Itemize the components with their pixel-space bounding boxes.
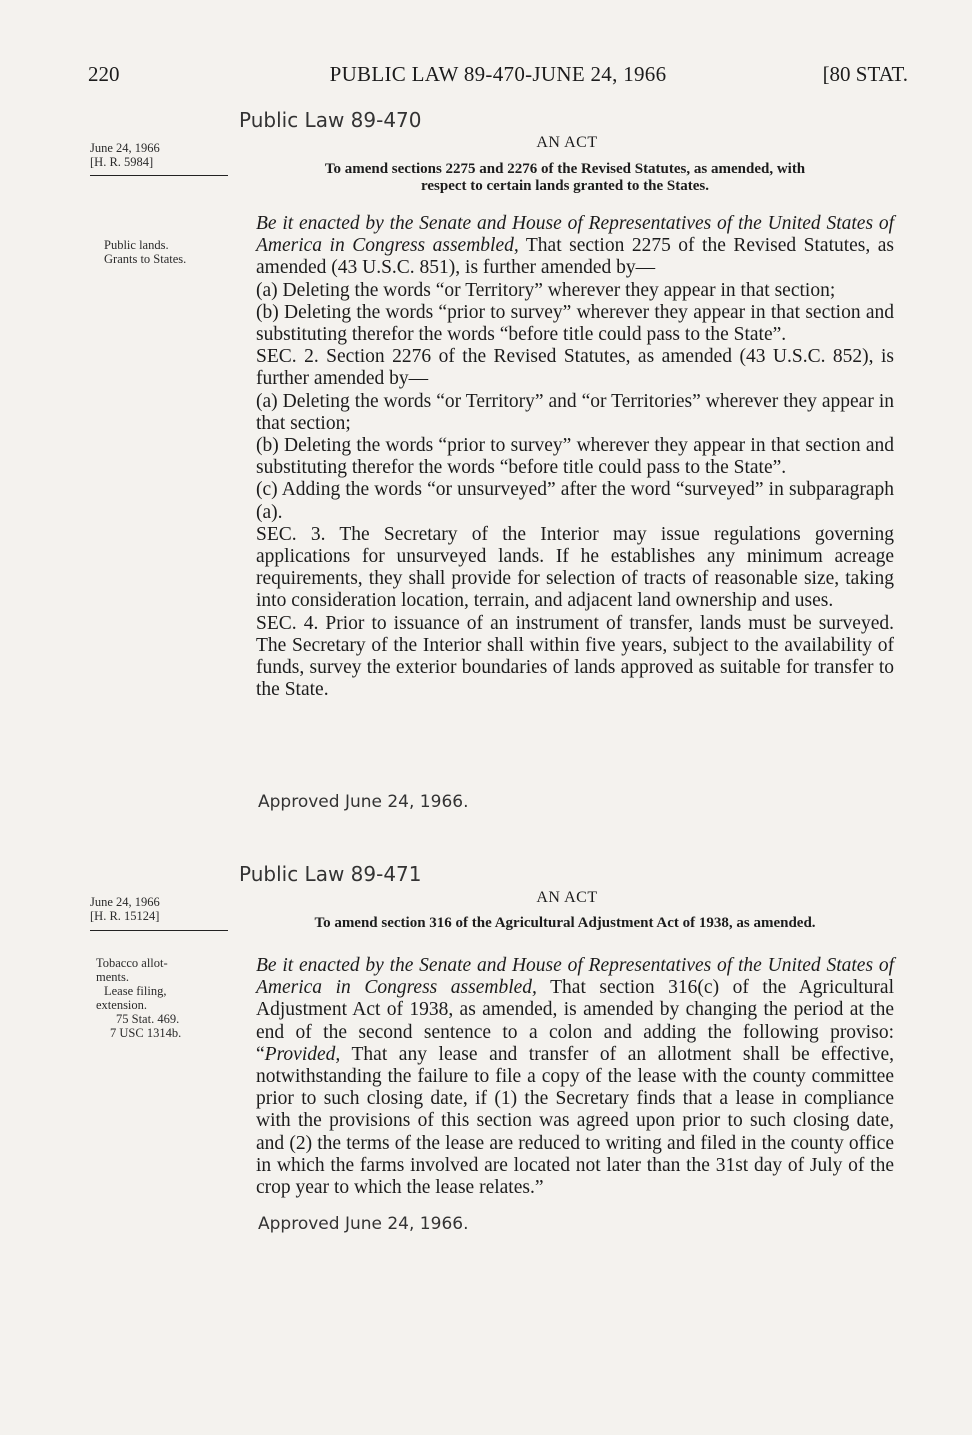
section-1-a: (a) Deleting the words “or Territory” wherever they appear in that section; [256,279,836,301]
enacting-clause-italic: Be it enacted by the Senate and House of Representatives of the United States of America in Congress assembled, [256,955,894,999]
title-line: To amend section 316 of the Agricultural Adjustment Act of 1938, as amended. [314,915,816,931]
margin-bill-number: [H. R. 5984] [90,155,154,169]
statute-reference: [80 STAT. [822,62,908,86]
section-2-c: (c) Adding the words “or unsurveyed” after the word “surveyed” in subparagraph (a). [256,479,894,523]
section-2: SEC. 2. Section 2276 of the Revised Statutes, as amended (43 U.S.C. 852), is further amended by— [256,346,894,390]
enacting-clause-text: That section 2275 of the Revised Statutes, as amended (43 U.S.C. 851), is further amended by— [256,235,894,279]
margin-note: extension. [96,998,148,1012]
law-heading-89-471: Public Law 89-471 [239,862,422,886]
margin-note: 75 Stat. 469. [116,1012,180,1026]
an-act-label: AN ACT [536,889,598,906]
enacting-clause [256,955,894,1199]
act-title-89-471 [230,915,900,932]
approval-date-89-471: Approved June 24, 1966. [258,1214,469,1234]
margin-date-89-471 [90,895,230,923]
title-line: respect to certain lands granted to the States. [420,178,709,194]
margin-date-89-470 [90,141,230,169]
section-3: SEC. 3. The Secretary of the Interior may issue regulations governing applications for unsurveyed lands. If he establishes any minimum acreage requirements, they shall provide for selection of tracts of reasonable size, taking into consideration location, terrain, and adjacent land ownership and uses. [256,523,894,612]
approval-date-89-470: Approved June 24, 1966. [258,792,469,812]
margin-notes-89-470 [104,238,244,266]
section-4: SEC. 4. Prior to issuance of an instrument of transfer, lands must be surveyed. The Secretary of the Interior shall within five years, subject to the availability of funds, survey the exterior boundaries of lands approved as suitable for transfer to the State. [256,612,894,701]
law-body-89-471 [256,955,894,1199]
proviso-text: That any lease and transfer of an allotment shall be effective, notwithstanding the failure to file a copy of the lease with the county committee prior to such closing date, if (1) the Secretary finds that a lease in compliance with the provisions of this section was agreed upon prior to such closing date, and (2) the terms of the lease are reduced to writing and filed in the county office in which the farms involved are located not later than the 31st day of July of the crop year to which the lease relates.” [256,1043,894,1199]
section-2-b: (b) Deleting the words “prior to survey” wherever they appear in that section and substituting therefor the words “before title could pass to the State”. [256,435,894,479]
an-act-label: AN ACT [536,134,598,151]
proviso-italic: Provided, [264,1043,341,1065]
section-2-a: (a) Deleting the words “or Territory” and “or Territories” wherever they appear in that section; [256,390,894,434]
act-title-89-470 [230,161,900,195]
title-line: To amend sections 2275 and 2276 of the Revised Statutes, as amended, with [324,161,806,177]
law-heading-89-470: Public Law 89-470 [239,108,422,132]
margin-note: Public lands. [104,238,169,252]
enacting-clause-text: That section 316(c) of the Agricultural Adjustment Act of 1938, as amended, is amended by changing the period at the end of the second sentence to a colon and adding the following proviso: “ [256,977,894,1065]
margin-note: Grants to States. [104,252,187,266]
page-number: 220 [88,62,120,86]
margin-notes-89-471 [96,956,246,1040]
margin-note: ments. [96,970,129,984]
enacting-clause [256,213,894,280]
margin-note: 7 USC 1314b. [110,1026,182,1040]
margin-date: June 24, 1966 [90,141,160,155]
section-1-b: (b) Deleting the words “prior to survey” wherever they appear in that section and substituting therefor the words “before title could pass to the State”. [256,301,894,346]
margin-note: Lease filing, [104,984,167,998]
margin-rule [90,930,228,931]
law-body-89-470 [256,213,894,701]
margin-rule [90,175,228,176]
margin-date: June 24, 1966 [90,895,160,909]
margin-note: Tobacco allot- [96,956,168,970]
running-header [88,62,908,92]
running-title: PUBLIC LAW 89-470-JUNE 24, 1966 [329,62,667,86]
enacting-clause-italic: Be it enacted by the Senate and House of Representatives of the United States of America in Congress assembled, [256,213,894,257]
margin-bill-number: [H. R. 15124] [90,909,160,923]
